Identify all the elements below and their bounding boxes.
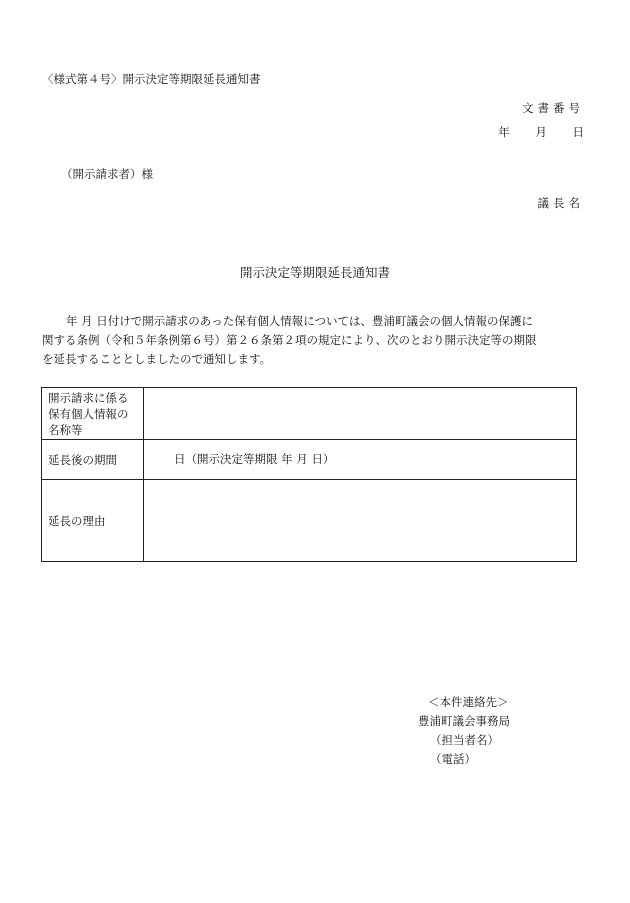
body-paragraph bbox=[42, 312, 586, 369]
row-value-extended-period: 日（開示決定等期限 年 月 日） bbox=[144, 440, 577, 480]
document-title: 開示決定等期限延長通知書 bbox=[239, 265, 390, 280]
row-label-document-name bbox=[42, 388, 144, 440]
table-row bbox=[42, 388, 577, 440]
table-row bbox=[42, 480, 577, 562]
document-date: 年 月 日 bbox=[498, 125, 584, 139]
addressee: （開示請求者）様 bbox=[61, 167, 153, 181]
document-number: 文書番号 bbox=[522, 101, 584, 115]
label-line: 保有個人情報の bbox=[48, 406, 129, 421]
row-value-document-name bbox=[144, 388, 577, 440]
contact-heading: ＜本件連絡先＞ bbox=[428, 695, 509, 709]
table-row bbox=[42, 440, 577, 480]
label-line: 名称等 bbox=[48, 422, 83, 437]
label-line: 開示請求に係る bbox=[48, 390, 129, 405]
row-label-extension-reason bbox=[42, 480, 144, 562]
form-label: 〈様式第４号〉開示決定等期限延長通知書 bbox=[42, 72, 261, 86]
contact-office: 豊浦町議会事務局 bbox=[418, 714, 510, 728]
body-line: 年 月 日付けで開示請求のあった保有個人情報については、豊浦町議会の個人情報の保護に bbox=[66, 314, 533, 328]
sender-name: 議長名 bbox=[537, 196, 584, 210]
info-table bbox=[41, 387, 577, 562]
contact-phone: （電話） bbox=[430, 752, 476, 766]
row-value-extension-reason bbox=[144, 480, 577, 562]
row-label-extended-period bbox=[42, 440, 144, 480]
contact-person: （担当者名） bbox=[430, 733, 499, 747]
contact-block bbox=[418, 693, 510, 769]
body-line: 関する条例（令和５年条例第６号）第２６条第２項の規定により、次のとおり開示決定等の期限 bbox=[42, 333, 537, 347]
label-line: 延長後の期間 bbox=[48, 452, 117, 467]
label-line: 延長の理由 bbox=[48, 513, 106, 528]
body-line: を延長することとしましたので通知します。 bbox=[42, 352, 272, 366]
